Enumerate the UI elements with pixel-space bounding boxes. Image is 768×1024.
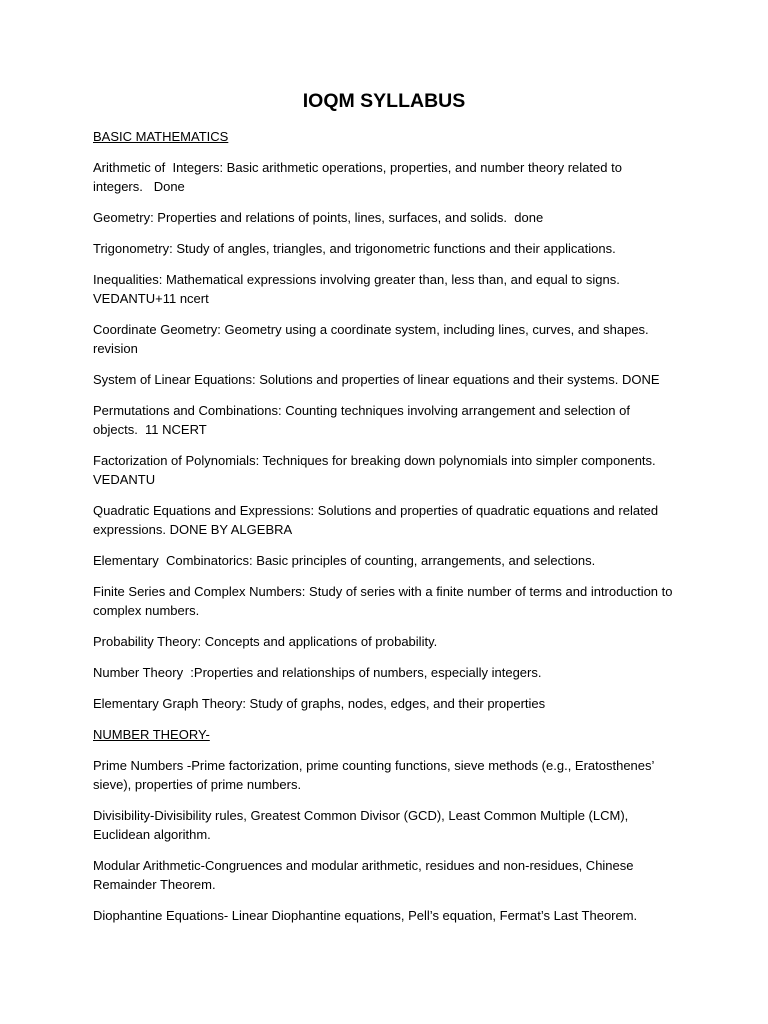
syllabus-item-probability: Probability Theory: Concepts and applications of probability.: [93, 634, 438, 649]
document-body: [93, 88, 677, 937]
section-heading-basic-mathematics: BASIC MATHEMATICS: [93, 129, 229, 144]
syllabus-item-diophantine: Diophantine Equations- Linear Diophantine equations, Pell’s equation, Fermat’s Last Theorem.: [93, 908, 638, 923]
syllabus-item-trigonometry: Trigonometry: Study of angles, triangles, and trigonometric functions and their applications.: [93, 241, 616, 256]
syllabus-item-permutations: Permutations and Combinations: Counting techniques involving arrangement and selection of objects. 11 NCERT: [93, 403, 634, 437]
syllabus-item-quadratic: Quadratic Equations and Expressions: Solutions and properties of quadratic equations and related expressions. DONE BY ALGEBRA: [93, 503, 662, 537]
syllabus-item-divisibility: Divisibility-Divisibility rules, Greatest Common Divisor (GCD), Least Common Multiple (LCM), Euclidean algorithm.: [93, 808, 632, 842]
syllabus-item-finite-series: Finite Series and Complex Numbers: Study of series with a finite number of terms and introduction to complex numbers.: [93, 584, 677, 618]
syllabus-item-arithmetic: Arithmetic of Integers: Basic arithmetic operations, properties, and number theory related to integers. Done: [93, 160, 626, 194]
syllabus-item-prime-numbers: Prime Numbers -Prime factorization, prime counting functions, sieve methods (e.g., Eratosthenes’ sieve), properties of prime numbers.: [93, 758, 658, 792]
syllabus-item-linear-equations: System of Linear Equations: Solutions and properties of linear equations and their systems. DONE: [93, 372, 660, 387]
syllabus-item-number-theory: Number Theory :Properties and relationships of numbers, especially integers.: [93, 665, 542, 680]
syllabus-item-coordinate-geometry: Coordinate Geometry: Geometry using a coordinate system, including lines, curves, and shapes. revision: [93, 322, 653, 356]
syllabus-item-modular-arithmetic: Modular Arithmetic-Congruences and modular arithmetic, residues and non-residues, Chinese Remainder Theorem.: [93, 858, 638, 892]
syllabus-item-geometry: Geometry: Properties and relations of points, lines, surfaces, and solids. done: [93, 210, 544, 225]
page-title: IOQM SYLLABUS: [302, 90, 466, 112]
syllabus-item-graph-theory: Elementary Graph Theory: Study of graphs, nodes, edges, and their properties: [93, 696, 546, 711]
syllabus-item-factorization: Factorization of Polynomials: Techniques for breaking down polynomials into simpler components. VEDANTU: [93, 453, 660, 487]
section-heading-number-theory: NUMBER THEORY-: [93, 727, 210, 742]
syllabus-item-inequalities: Inequalities: Mathematical expressions involving greater than, less than, and equal to signs. VEDANTU+11 ncert: [93, 272, 624, 306]
syllabus-item-combinatorics: Elementary Combinatorics: Basic principles of counting, arrangements, and selections.: [93, 553, 596, 568]
